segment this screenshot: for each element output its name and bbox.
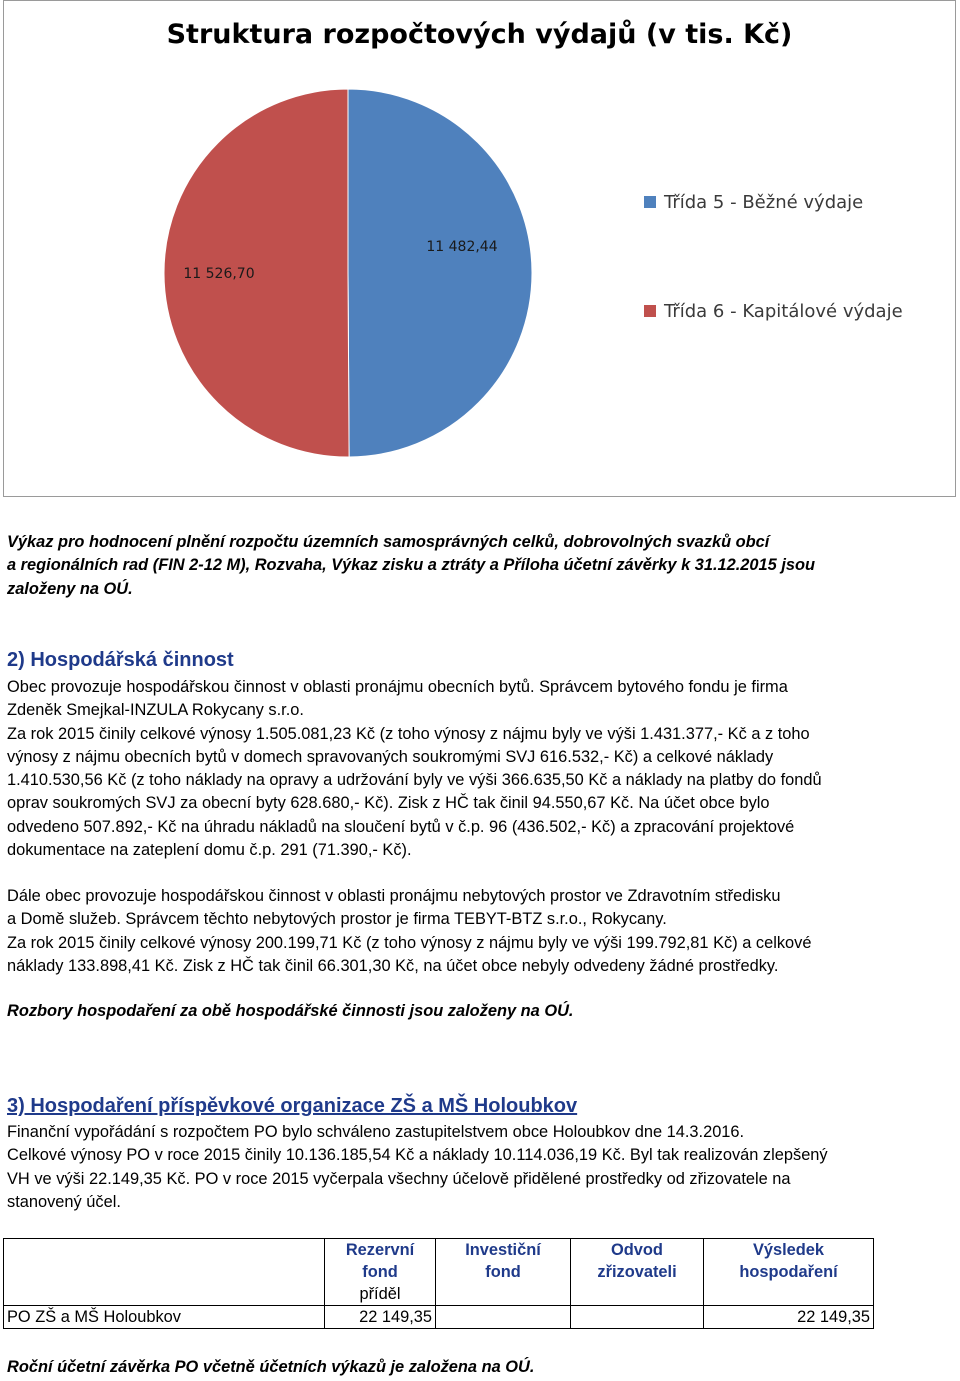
para-line: odvedeno 507.892,- Kč na úhradu nákladů na sloučení bytů v č.p. 96 (436.502,- Kč) a zpracování projektové: [7, 817, 795, 836]
para-line: Za rok 2015 činily celkové výnosy 1.505.081,23 Kč (z toho výnosy z nájmu byly ve výši 1.431.377,- Kč a z toho: [7, 724, 810, 743]
pie-chart: [4, 1, 957, 498]
table-header-cell: [436, 1239, 571, 1306]
table-cell-reserve: 22 149,35: [325, 1306, 436, 1329]
table-cell-invest: [436, 1306, 571, 1329]
para-line: Celkové výnosy PO v roce 2015 činily 10.136.185,54 Kč a náklady 10.114.036,19 Kč. Byl tak realizován zlepšený: [7, 1146, 828, 1165]
chart-title: Struktura rozpočtových výdajů (v tis. Kč): [166, 19, 793, 50]
pie-slice-1: [348, 89, 532, 457]
section2-para2: [7, 885, 953, 978]
para-line: Finanční vypořádání s rozpočtem PO bylo schváleno zastupitelstvem obce Holoubkov dne 14.3.2016.: [7, 1123, 745, 1141]
legend-label-class6: Třída 6 - Kapitálové výdaje: [664, 301, 903, 322]
section2-heading: 2) Hospodářská činnost: [7, 649, 234, 671]
report-note-line: a regionálních rad (FIN 2-12 M), Rozvaha, Výkaz zisku a ztráty a Příloha účetní závěrky k 31.12.2015 jsou: [7, 556, 816, 575]
pie-data-label-1: 11 482,44: [426, 239, 498, 255]
para-line: náklady 133.898,41 Kč. Zisk z HČ tak činil 66.301,30 Kč, na účet obce nebyly odvedeny žádné prostředky.: [7, 956, 779, 975]
table-header-cell: [571, 1239, 704, 1306]
legend-swatch-class6: [644, 305, 656, 317]
table-row: [4, 1306, 874, 1329]
section3-heading: 3) Hospodaření příspěvkové organizace ZŠ a MŠ Holoubkov: [7, 1095, 578, 1117]
header-line: Výsledek: [752, 1241, 825, 1259]
legend-swatch-class5: [644, 196, 656, 208]
para-line: výnosy z nájmu obecních bytů v domech spravovaných soukromými SVJ 616.532,- Kč) a celkové náklady: [7, 747, 774, 766]
po-result-table: [3, 1238, 874, 1329]
section2-para1: [7, 676, 953, 862]
para-line: Za rok 2015 činily celkové výnosy 200.199,71 Kč (z toho výnosy z nájmu byly ve výši 199.792,81 Kč) a celkové: [7, 933, 812, 952]
table-header-cell: [704, 1239, 874, 1306]
pie-data-label-2: 11 526,70: [183, 266, 255, 282]
section3-para: [7, 1121, 953, 1214]
header-line: Rezervní: [345, 1241, 415, 1259]
legend-label-class5: Třída 5 - Běžné výdaje: [664, 192, 864, 213]
header-line: zřizovateli: [597, 1263, 677, 1281]
table-cell-org: PO ZŠ a MŠ Holoubkov: [4, 1306, 325, 1329]
header-line: hospodaření: [739, 1263, 838, 1281]
para-line: 1.410.530,56 Kč (z toho náklady na opravy a udržování byly ve výši 366.635,50 Kč a náklady na platby do fondů: [7, 771, 822, 790]
section3-note: Roční účetní závěrka PO včetně účetních výkazů je založena na OÚ.: [7, 1358, 535, 1376]
header-line: Odvod: [611, 1241, 663, 1259]
pie-chart-frame: [3, 0, 956, 497]
section2-note: Rozbory hospodaření za obě hospodářské činnosti jsou založeny na OÚ.: [7, 1002, 574, 1020]
para-line: VH ve výši 22.149,35 Kč. PO v roce 2015 vyčerpala všechny účelově přidělené prostředky od zřizovatele na: [7, 1169, 791, 1188]
para-line: dokumentace na zateplení domu č.p. 291 (71.390,- Kč).: [7, 841, 412, 860]
header-line: fond: [362, 1263, 398, 1281]
para-line: Zdeněk Smejkal-INZULA Rokycany s.r.o.: [7, 701, 304, 720]
para-line: oprav soukromých SVJ za obecní byty 628.680,- Kč). Zisk z HČ tak činil 94.550,67 Kč. Na účet obce bylo: [7, 794, 770, 813]
header-line: Investiční: [465, 1241, 541, 1259]
report-note-line: Výkaz pro hodnocení plnění rozpočtu územních samosprávných celků, dobrovolných svazků obcí: [7, 533, 770, 551]
table-cell-result: 22 149,35: [704, 1306, 874, 1329]
table-header-cell: [325, 1239, 436, 1306]
header-line: příděl: [359, 1285, 401, 1303]
report-note: [7, 531, 953, 601]
para-line: stanovený účel.: [7, 1192, 121, 1211]
table-cell-levy: [571, 1306, 704, 1329]
header-line: fond: [485, 1263, 521, 1281]
table-header-cell: [4, 1239, 325, 1306]
para-line: a Domě služeb. Správcem těchto nebytových prostor je firma TEBYT-BTZ s.r.o., Rokycany.: [7, 910, 667, 929]
para-line: Obec provozuje hospodářskou činnost v oblasti pronájmu obecních bytů. Správcem bytového fondu je firma: [7, 678, 788, 696]
table-header-row: [4, 1239, 874, 1306]
report-note-line: založeny na OÚ.: [7, 579, 133, 598]
para-line: Dále obec provozuje hospodářskou činnost v oblasti pronájmu nebytových prostor ve Zdravotním středisku: [7, 887, 781, 905]
